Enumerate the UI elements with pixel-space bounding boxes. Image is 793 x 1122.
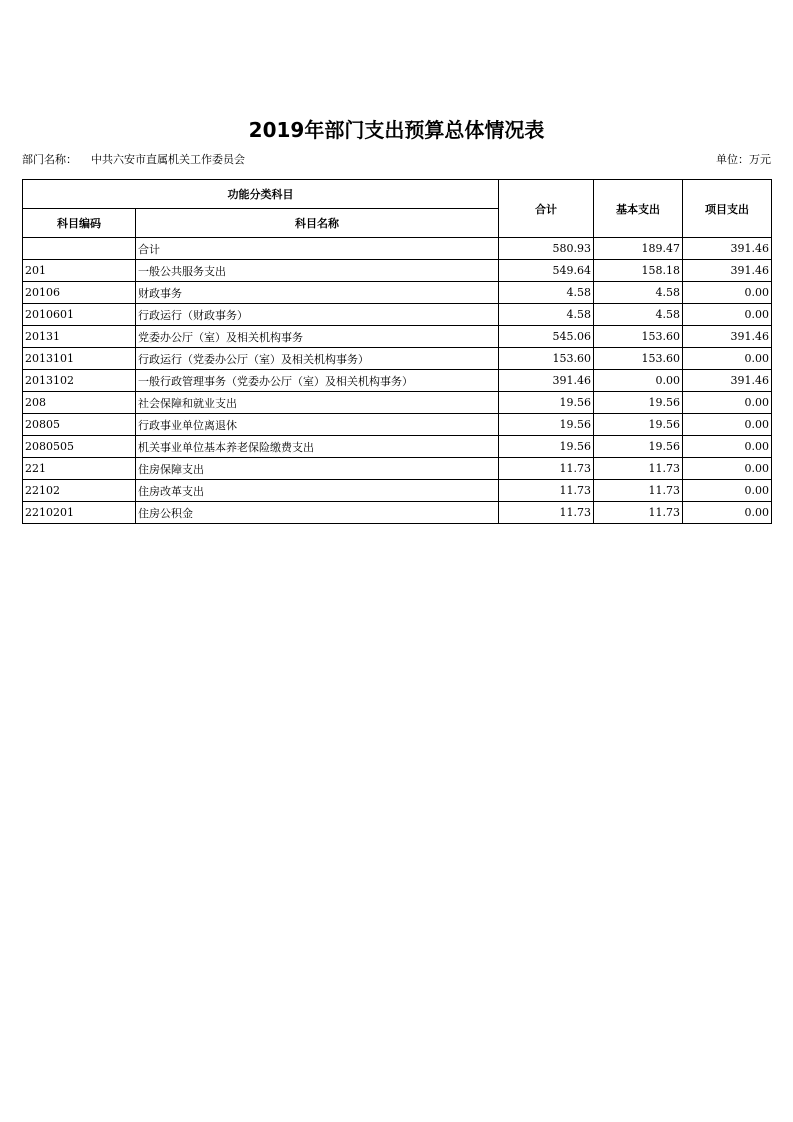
header-total: 合计 <box>499 180 594 238</box>
project-expense-cell: 0.00 <box>683 458 772 480</box>
subject-code-cell: 2210201 <box>23 502 136 524</box>
table-row <box>23 436 772 458</box>
subject-code-cell: 20106 <box>23 282 136 304</box>
table-row <box>23 370 772 392</box>
total-cell: 153.60 <box>499 348 594 370</box>
department-label: 部门名称： <box>22 153 77 166</box>
basic-expense-cell: 158.18 <box>594 260 683 282</box>
subject-code-cell: 20131 <box>23 326 136 348</box>
subject-name-cell: 住房保障支出 <box>136 458 499 480</box>
table-row <box>23 502 772 524</box>
table-row <box>23 392 772 414</box>
project-expense-cell: 391.46 <box>683 260 772 282</box>
subject-code-cell: 22102 <box>23 480 136 502</box>
total-cell: 549.64 <box>499 260 594 282</box>
table-row <box>23 238 772 260</box>
total-cell: 4.58 <box>499 282 594 304</box>
subject-code-cell <box>23 238 136 260</box>
project-expense-cell: 391.46 <box>683 238 772 260</box>
project-expense-cell: 391.46 <box>683 326 772 348</box>
total-cell: 391.46 <box>499 370 594 392</box>
header-subject-code: 科目编码 <box>23 209 136 238</box>
basic-expense-cell: 19.56 <box>594 436 683 458</box>
total-cell: 11.73 <box>499 480 594 502</box>
subject-name-cell: 行政运行（财政事务） <box>136 304 499 326</box>
total-cell: 11.73 <box>499 458 594 480</box>
unit-label: 单位：万元 <box>716 153 771 166</box>
subject-name-cell: 行政事业单位离退休 <box>136 414 499 436</box>
basic-expense-cell: 153.60 <box>594 348 683 370</box>
subject-name-cell: 党委办公厅（室）及相关机构事务 <box>136 326 499 348</box>
project-expense-cell: 0.00 <box>683 502 772 524</box>
basic-expense-cell: 19.56 <box>594 392 683 414</box>
total-cell: 19.56 <box>499 436 594 458</box>
project-expense-cell: 0.00 <box>683 348 772 370</box>
header-project-expense: 项目支出 <box>683 180 772 238</box>
total-cell: 11.73 <box>499 502 594 524</box>
total-cell: 4.58 <box>499 304 594 326</box>
table-row <box>23 458 772 480</box>
basic-expense-cell: 11.73 <box>594 502 683 524</box>
subject-name-cell: 机关事业单位基本养老保险缴费支出 <box>136 436 499 458</box>
subject-name-cell: 社会保障和就业支出 <box>136 392 499 414</box>
basic-expense-cell: 19.56 <box>594 414 683 436</box>
table-row <box>23 282 772 304</box>
basic-expense-cell: 189.47 <box>594 238 683 260</box>
project-expense-cell: 0.00 <box>683 436 772 458</box>
project-expense-cell: 0.00 <box>683 414 772 436</box>
subject-name-cell: 合计 <box>136 238 499 260</box>
table-row <box>23 260 772 282</box>
project-expense-cell: 0.00 <box>683 480 772 502</box>
basic-expense-cell: 11.73 <box>594 480 683 502</box>
subject-name-cell: 一般行政管理事务（党委办公厅（室）及相关机构事务） <box>136 370 499 392</box>
project-expense-cell: 0.00 <box>683 282 772 304</box>
subject-code-cell: 201 <box>23 260 136 282</box>
department-name: 中共六安市直属机关工作委员会 <box>91 153 245 166</box>
total-cell: 19.56 <box>499 392 594 414</box>
table-row <box>23 414 772 436</box>
table-row <box>23 480 772 502</box>
budget-table <box>22 179 772 524</box>
table-row <box>23 326 772 348</box>
basic-expense-cell: 4.58 <box>594 304 683 326</box>
subject-name-cell: 住房公积金 <box>136 502 499 524</box>
subject-code-cell: 20805 <box>23 414 136 436</box>
subject-code-cell: 2013101 <box>23 348 136 370</box>
subject-code-cell: 2010601 <box>23 304 136 326</box>
department-info <box>22 151 245 167</box>
subject-name-cell: 住房改革支出 <box>136 480 499 502</box>
total-cell: 545.06 <box>499 326 594 348</box>
header-basic-expense: 基本支出 <box>594 180 683 238</box>
basic-expense-cell: 153.60 <box>594 326 683 348</box>
subject-code-cell: 208 <box>23 392 136 414</box>
project-expense-cell: 0.00 <box>683 392 772 414</box>
subject-code-cell: 2080505 <box>23 436 136 458</box>
page-title: 2019年部门支出预算总体情况表 <box>248 118 545 142</box>
header-subject-name: 科目名称 <box>136 209 499 238</box>
total-cell: 580.93 <box>499 238 594 260</box>
basic-expense-cell: 11.73 <box>594 458 683 480</box>
subject-name-cell: 行政运行（党委办公厅（室）及相关机构事务） <box>136 348 499 370</box>
table-row <box>23 304 772 326</box>
subject-name-cell: 财政事务 <box>136 282 499 304</box>
basic-expense-cell: 0.00 <box>594 370 683 392</box>
table-row <box>23 348 772 370</box>
basic-expense-cell: 4.58 <box>594 282 683 304</box>
header-functional-category: 功能分类科目 <box>23 180 499 209</box>
subject-code-cell: 2013102 <box>23 370 136 392</box>
total-cell: 19.56 <box>499 414 594 436</box>
subject-code-cell: 221 <box>23 458 136 480</box>
subject-name-cell: 一般公共服务支出 <box>136 260 499 282</box>
project-expense-cell: 391.46 <box>683 370 772 392</box>
project-expense-cell: 0.00 <box>683 304 772 326</box>
